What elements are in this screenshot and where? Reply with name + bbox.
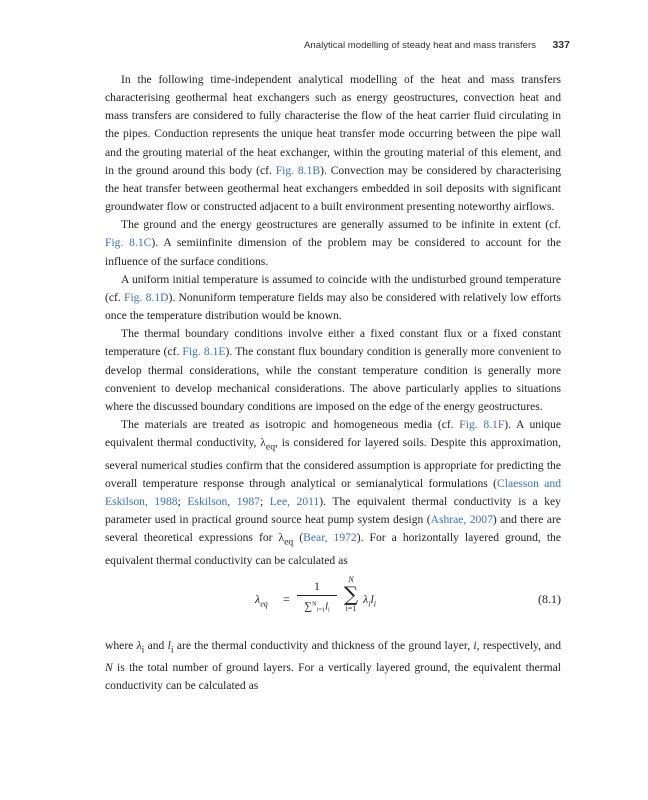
citation-link[interactable]: Eskilson, 1987 [187, 494, 260, 508]
text-run: , respectively, and [476, 638, 561, 652]
subscript: i [368, 599, 371, 609]
equation-number: (8.1) [538, 591, 561, 606]
page-number: 337 [552, 39, 570, 51]
text-run: The ground and the energy geostructures are generally assumed to be infinite in extent (cf. [121, 218, 561, 232]
figure-reference[interactable]: Fig. 8.1D [124, 290, 169, 304]
variable: l [167, 638, 171, 652]
citation-link[interactable]: Bear, 1972 [303, 531, 357, 545]
variable: l [370, 591, 374, 606]
text-run: The materials are treated as isotropic and homogeneous media (cf. [121, 417, 460, 431]
citation-link[interactable]: Lee, 2011 [269, 494, 320, 508]
text-run: In the following time-independent analytical modelling of the heat and mass transfers characterising geothermal heat exchangers such as energy geostructures, convection heat and mass transfers are considered to fully characterise the flow of the heat carrier fluid circulating in the pipes. Conduction represents the unique heat transfer mode occurring between the pipe wall and the grouting material of the heat exchanger, within the grouting material of this element, and in the ground around this body (cf. [105, 73, 561, 177]
text-run: , is considered for layered soils. Despite this approximation, several numerical studies confirm that the considered assumption is appropriate for predicting the overall temperature response through analytical or semianalytical formulations ( [105, 436, 562, 490]
text-run: The thermal boundary conditions involve either a fixed constant flux or a fixed constant temperature (cf. [105, 327, 561, 359]
text-run: ; [177, 494, 188, 508]
variable: λ [136, 638, 142, 652]
figure-reference[interactable]: Fig. 8.1F [459, 417, 505, 431]
variable: i [473, 638, 477, 652]
paragraph-1 [105, 71, 561, 216]
subscript: i [373, 599, 377, 609]
summand [363, 592, 376, 608]
subscript: i [141, 644, 145, 656]
paragraph-after-equation [105, 637, 561, 696]
equation-8-1 [105, 575, 561, 631]
fraction [297, 579, 337, 618]
paragraph-5 [105, 416, 561, 570]
text-run: ). For a horizontally layered ground, the equivalent thermal conductivity can be calculated as [105, 531, 561, 567]
text-run: ). Convection may be considered by characterising the heat transfer between geothermal heat exchangers embedded in soil deposits with significant groundwater flow or constructed adjacent to a built environment presenting noteworthy airflows. [105, 163, 561, 214]
fraction-denominator [297, 598, 337, 618]
citation-link[interactable]: Claesson and Eskilson, 1988 [105, 476, 561, 508]
text-run: where [105, 638, 137, 652]
text-run: ) and there are several theoretical expressions for λ [105, 513, 561, 545]
text-run: ). A semiinfinite dimension of the problem may be considered to account for the influence of the surface conditions. [105, 236, 561, 268]
superscript: N [312, 600, 317, 608]
fraction-bar [297, 595, 337, 596]
text-run: ). A unique equivalent thermal conductivity, λ [105, 417, 561, 450]
sigma-symbol: ∑ [343, 581, 359, 606]
text-run: ). The equivalent thermal conductivity is a key parameter used in practical ground source heat pump system design ( [105, 494, 561, 527]
fraction-numerator: 1 [314, 578, 320, 593]
paragraph-2 [105, 216, 561, 270]
text-run: and [144, 638, 168, 652]
text-run: A uniform initial temperature is assumed to coincide with the undisturbed ground temperature (cf. [105, 272, 561, 304]
figure-reference[interactable]: Fig. 8.1C [105, 236, 152, 250]
equals-sign: = [283, 591, 290, 606]
sum-upper-limit: N [348, 574, 354, 584]
subscript: i [328, 606, 330, 614]
text-run: ). The constant flux boundary condition is generally more convenient to develop thermal considerations, while the constant temperature condition is generally more convenient to develop mechanical considerations. The above particularly applies to situations where the discussed boundary conditions are imposed on the edge of the energy geostructures. [105, 345, 561, 413]
summation [341, 575, 361, 613]
paragraph-4 [105, 325, 561, 416]
variable: N [105, 661, 113, 675]
lambda-symbol: λ [363, 591, 369, 606]
text-run: ). Nonuniform temperature fields may also be considered with relatively low efforts once the temperature distribution would be known. [105, 290, 561, 323]
figure-reference[interactable]: Fig. 8.1E [182, 345, 226, 359]
paragraph-3 [105, 271, 561, 325]
sigma-symbol: ∑ [304, 600, 313, 613]
subscript: i [170, 644, 174, 656]
body-text [105, 71, 561, 696]
text-run: ; [259, 494, 270, 508]
subscript: i=1 [316, 606, 325, 614]
subscript: eq [260, 599, 268, 609]
text-run: ( [293, 531, 304, 545]
running-title: Analytical modelling of steady heat and mass transfers [304, 40, 536, 51]
equation-lhs [255, 592, 268, 608]
sum-lower-limit: i=1 [345, 603, 357, 613]
variable: l [324, 600, 329, 613]
lambda-symbol: λ [255, 591, 261, 606]
citation-link[interactable]: Ashrae, 2007 [430, 513, 493, 527]
subscript: eq [284, 536, 294, 548]
subscript: eq [265, 441, 276, 453]
text-run: is the total number of ground layers. For a vertically layered ground, the equivalent thermal conductivity can be calculated as [105, 661, 561, 693]
page-header [90, 38, 570, 54]
figure-reference[interactable]: Fig. 8.1B [275, 163, 321, 177]
text-run: are the thermal conductivity and thickness of the ground layer, [173, 638, 474, 652]
